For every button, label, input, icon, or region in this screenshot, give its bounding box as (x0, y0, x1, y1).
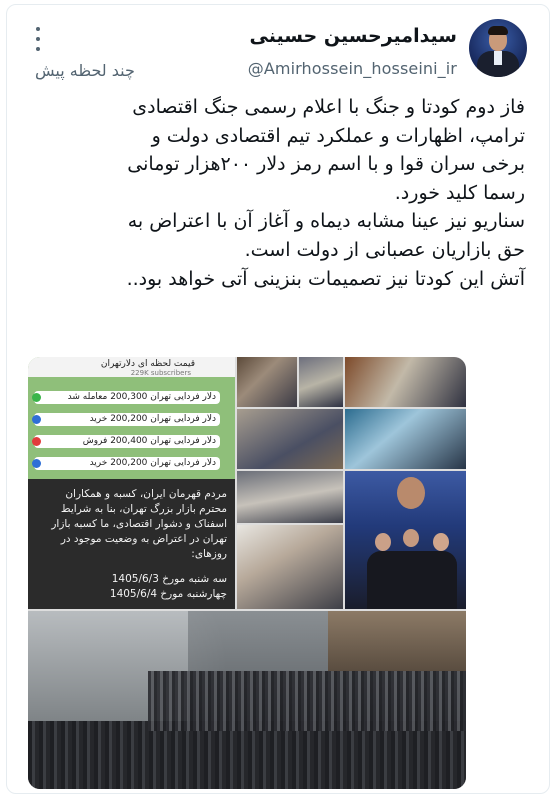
author-handle[interactable]: @Amirhossein_hosseini_ir (247, 59, 457, 78)
tweet-text-line: حق بازاریان عصبانی از دولت است. (244, 238, 525, 261)
crowd-photo[interactable] (28, 611, 466, 789)
price-message: دلار فردایی تهران 200,400 فروش (34, 435, 220, 448)
notice-date: چهارشنبه مورخ 1405/6/4 (109, 588, 227, 600)
photo-thumbnail[interactable] (237, 525, 343, 609)
tweet-text-line: رسما کلید خورد. (394, 181, 525, 204)
tweet-text-line: ترامپ، اظهارات و عملکرد تیم اقتصادی دولت و (151, 124, 525, 147)
price-message: دلار فردایی تهران 200,300 معامله شد (34, 391, 220, 404)
price-message: دلار فردایی تهران 200,200 خرید (34, 457, 220, 470)
tweet-card[interactable] (6, 4, 550, 794)
tweet-text-line: سناریو نیز عینا مشابه دیماه و آغاز آن با اعتراض به (127, 210, 525, 233)
notice-date: سه شنبه مورخ 1405/6/3 (111, 573, 227, 585)
telegram-screenshot[interactable] (28, 357, 235, 479)
tweet-media-grid[interactable] (28, 357, 466, 789)
photo-thumbnail[interactable] (237, 471, 343, 523)
author-name[interactable]: سیدامیرحسین حسینی (249, 25, 457, 47)
photo-thumbnail[interactable] (237, 357, 297, 407)
photo-thumbnail[interactable] (237, 409, 343, 469)
tweet-text-line: برخی سران قوا و با اسم رمز دلار ۲۰۰هزار تومانی (127, 153, 525, 176)
status-dot-icon (32, 437, 41, 446)
subscriber-count: 229K subscribers (130, 369, 191, 377)
photo-thumbnail[interactable] (345, 409, 466, 469)
price-message: دلار فردایی تهران 200,200 خرید (34, 413, 220, 426)
tweet-text-line: فاز دوم کودتا و جنگ با اعلام رسمی جنگ اقتصادی (132, 96, 525, 118)
more-options-icon[interactable] (35, 27, 41, 51)
tweet-timestamp[interactable]: چند لحظه پیش (35, 61, 135, 80)
officials-photo[interactable] (345, 471, 466, 609)
status-dot-icon (32, 393, 41, 402)
photo-thumbnail[interactable] (345, 357, 466, 407)
status-dot-icon (32, 459, 41, 468)
bazaar-notice[interactable] (28, 479, 235, 609)
photo-thumbnail[interactable] (299, 357, 343, 407)
notice-body: مردم قهرمان ایران، کسبه و همکاران محترم بازار بزرگ تهران، بنا به شرایط اسفناک و دشوار اقتصادی، ما کسبه بازار تهران در اعتراض به وضعیت موجود در روزهای: (51, 488, 227, 560)
tweet-text (25, 93, 525, 293)
avatar[interactable] (469, 19, 527, 77)
channel-title: قیمت لحظه ای دلارتهران (100, 359, 195, 369)
tweet-text-line: آتش این کودتا نیز تصمیمات بنزینی آتی خواهد بود.. (126, 267, 525, 290)
status-dot-icon (32, 415, 41, 424)
